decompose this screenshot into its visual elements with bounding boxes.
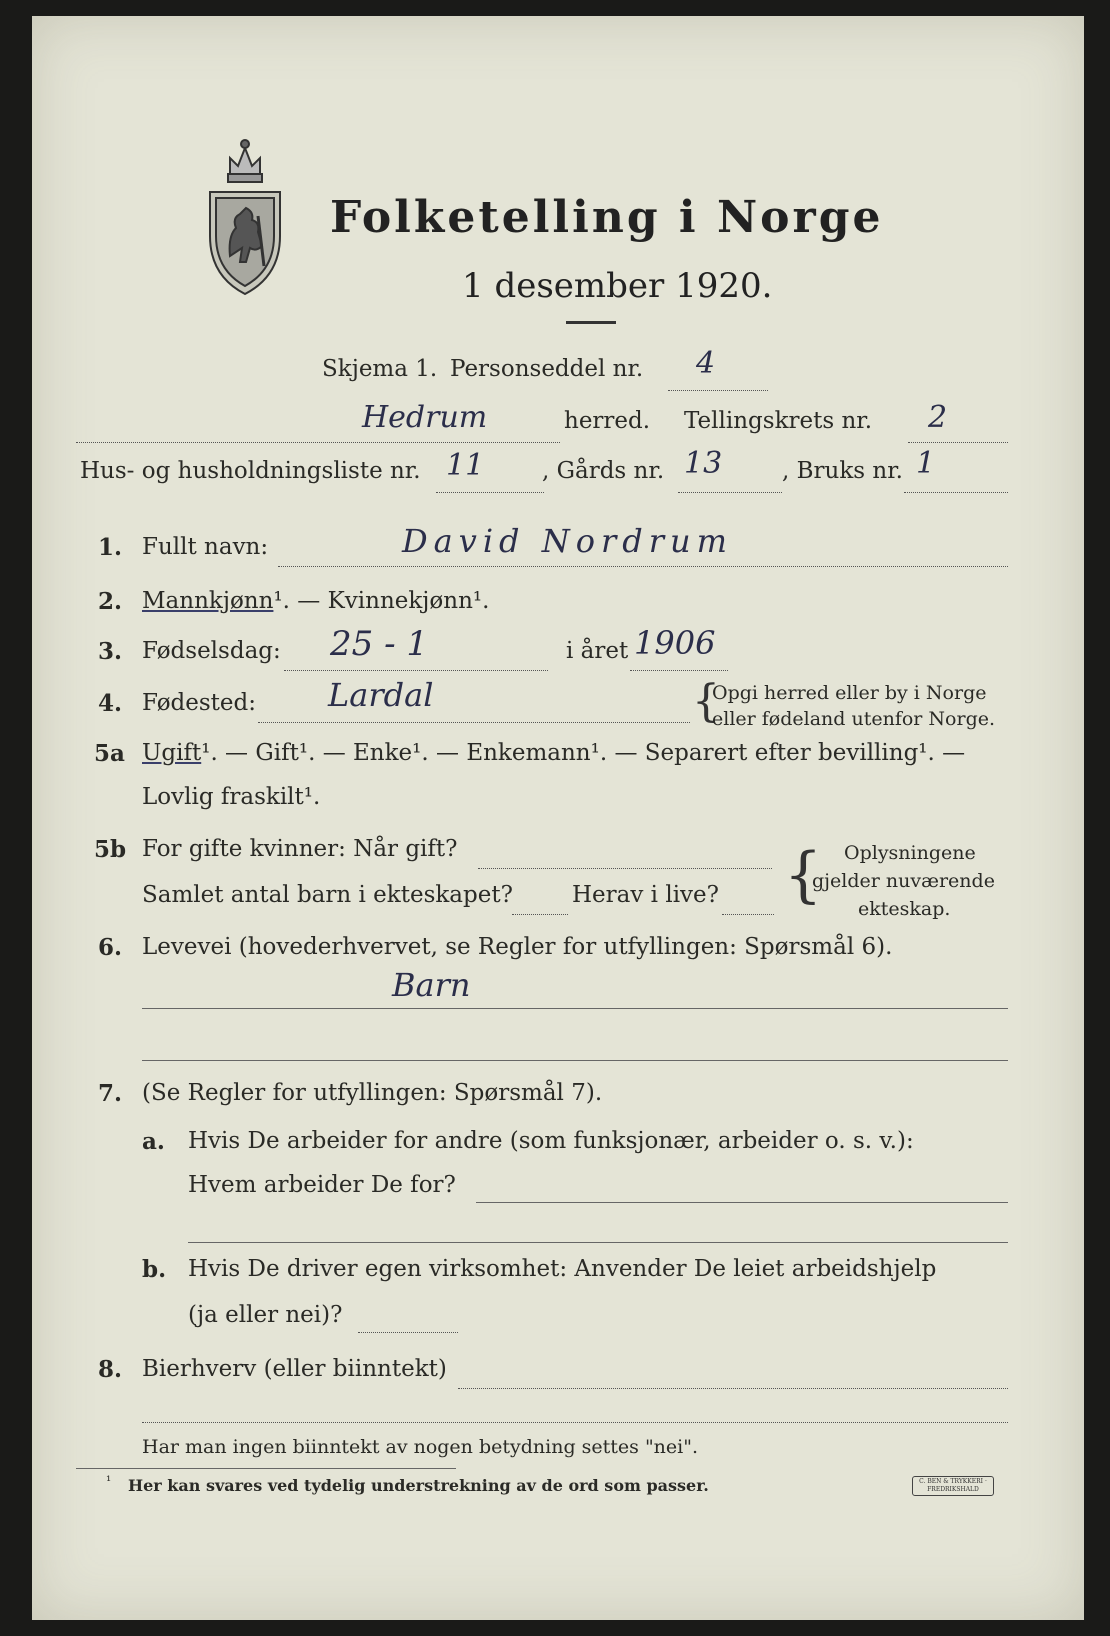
q5b-number: 5b (94, 836, 127, 863)
q6-line-2 (142, 1060, 1008, 1061)
husholdningsliste-value[interactable]: 11 (446, 448, 485, 483)
form-title: Folketelling i Norge (330, 192, 884, 243)
q8-number: 8. (98, 1356, 123, 1383)
gards-value[interactable]: 13 (684, 446, 723, 481)
form-subtitle: 1 desember 1920. (462, 266, 773, 306)
census-form-page (32, 16, 1084, 1620)
q5a-number: 5a (94, 740, 125, 767)
q6-line-1 (142, 1008, 1008, 1009)
q3-year-line (630, 670, 728, 671)
q7a-line-1: Hvis De arbeider for andre (som funksjonær, arbeider o. s. v.): (188, 1128, 914, 1154)
q8-line-1[interactable] (458, 1388, 1008, 1389)
q5b-note-3: ekteskap. (858, 898, 951, 920)
q4-number: 4. (98, 690, 123, 717)
husholdningsliste-line (436, 492, 544, 493)
q1-value[interactable]: David Nordrum (402, 522, 733, 560)
q7a-answer-line[interactable] (476, 1202, 1008, 1203)
q5b-brace: { (784, 840, 823, 910)
q7b-answer-line[interactable] (358, 1332, 458, 1333)
bruks-line (904, 492, 1008, 493)
tellingskrets-value[interactable]: 2 (928, 400, 948, 435)
footnote-rule (76, 1468, 456, 1469)
herred-label: herred. (564, 408, 651, 434)
q7b-number: b. (142, 1256, 167, 1283)
q7b-line-1: Hvis De driver egen virksomhet: Anvender De leiet arbeidshjelp (188, 1256, 937, 1282)
q5b-children-line (512, 914, 568, 915)
q7-number: 7. (98, 1080, 123, 1107)
q3-number: 3. (98, 638, 123, 665)
footnote-text: Her kan svares ved tydelig understrekning av de ord som passer. (128, 1476, 709, 1495)
personseddel-label: Personseddel nr. (450, 356, 644, 382)
q2-male-option[interactable]: Mannkjønn (142, 588, 274, 614)
herred-value[interactable]: Hedrum (362, 400, 488, 435)
q5a-line-2[interactable]: Lovlig fraskilt¹. (142, 784, 321, 810)
q2-number: 2. (98, 588, 123, 615)
q1-label: Fullt navn: (142, 534, 269, 560)
norwegian-coat-of-arms-icon (200, 136, 290, 296)
personseddel-value[interactable]: 4 (696, 346, 716, 381)
q6-label: Levevei (hovederhvervet, se Regler for utfyllingen: Spørsmål 6). (142, 934, 893, 960)
schema-label: Skjema 1. (322, 356, 438, 382)
q4-note-2: eller fødeland utenfor Norge. (712, 708, 996, 730)
q5b-alive-line (722, 914, 774, 915)
q5b-when-line (478, 868, 772, 869)
q3-value[interactable]: 25 - 1 (330, 624, 428, 664)
q5b-children-label: Samlet antal barn i ekteskapet? (142, 882, 513, 908)
q5a-other-options[interactable]: ¹. — Gift¹. — Enke¹. — Enkemann¹. — Separert efter bevilling¹. — (201, 740, 966, 766)
q3-year-value[interactable]: 1906 (634, 624, 716, 662)
bruks-label: , Bruks nr. (782, 458, 903, 484)
q2-female-option[interactable]: Kvinnekjønn (327, 588, 473, 614)
tellingskrets-label: Tellingskrets nr. (684, 408, 873, 434)
q1-line (278, 566, 1008, 567)
personseddel-line (668, 390, 768, 391)
q5a-options (142, 740, 965, 766)
q5b-note-1: Oplysningene (844, 842, 976, 864)
printer-stamp: C. BEN & TRYKKERI · FREDRIKSHALD (912, 1476, 994, 1496)
q7b-line-2: (ja eller nei)? (188, 1302, 343, 1328)
q1-number: 1. (98, 534, 123, 561)
bruks-value[interactable]: 1 (916, 446, 936, 481)
title-rule (566, 321, 616, 324)
q7a-answer-line-2[interactable] (188, 1242, 1008, 1243)
q4-label: Fødested: (142, 690, 257, 716)
q6-value[interactable]: Barn (392, 966, 471, 1004)
q8-label: Bierhverv (eller biinntekt) (142, 1356, 447, 1382)
q4-value[interactable]: Lardal (328, 676, 434, 714)
husholdningsliste-label: Hus- og husholdningsliste nr. (80, 458, 421, 484)
q7a-line-2: Hvem arbeider De for? (188, 1172, 456, 1198)
q7-label: (Se Regler for utfyllingen: Spørsmål 7). (142, 1080, 603, 1106)
q5b-alive-label: Herav i live? (572, 882, 719, 908)
q3-line (284, 670, 548, 671)
q4-note-1: Opgi herred eller by i Norge (712, 682, 987, 704)
footnote-mark: ¹ (106, 1474, 112, 1489)
q7a-number: a. (142, 1128, 165, 1155)
q5a-ugift-option[interactable]: Ugift (142, 740, 202, 766)
q5b-note-2: gjelder nuværende (812, 870, 995, 892)
q5b-label: For gifte kvinner: Når gift? (142, 836, 458, 862)
gards-line (678, 492, 782, 493)
gards-label: , Gårds nr. (542, 458, 665, 484)
q8-line-2[interactable] (142, 1422, 1008, 1423)
q3-label: Fødselsdag: (142, 638, 281, 664)
tellingskrets-line (908, 442, 1008, 443)
q4-brace: { (692, 676, 720, 727)
herred-line (76, 442, 560, 443)
q4-line (258, 722, 690, 723)
q3-year-label: i året (566, 638, 629, 664)
q8-note: Har man ingen biinntekt av nogen betydning settes "nei". (142, 1436, 699, 1458)
q6-number: 6. (98, 934, 123, 961)
q2-options: Mannkjønn¹. — Kvinnekjønn¹. (142, 588, 490, 614)
